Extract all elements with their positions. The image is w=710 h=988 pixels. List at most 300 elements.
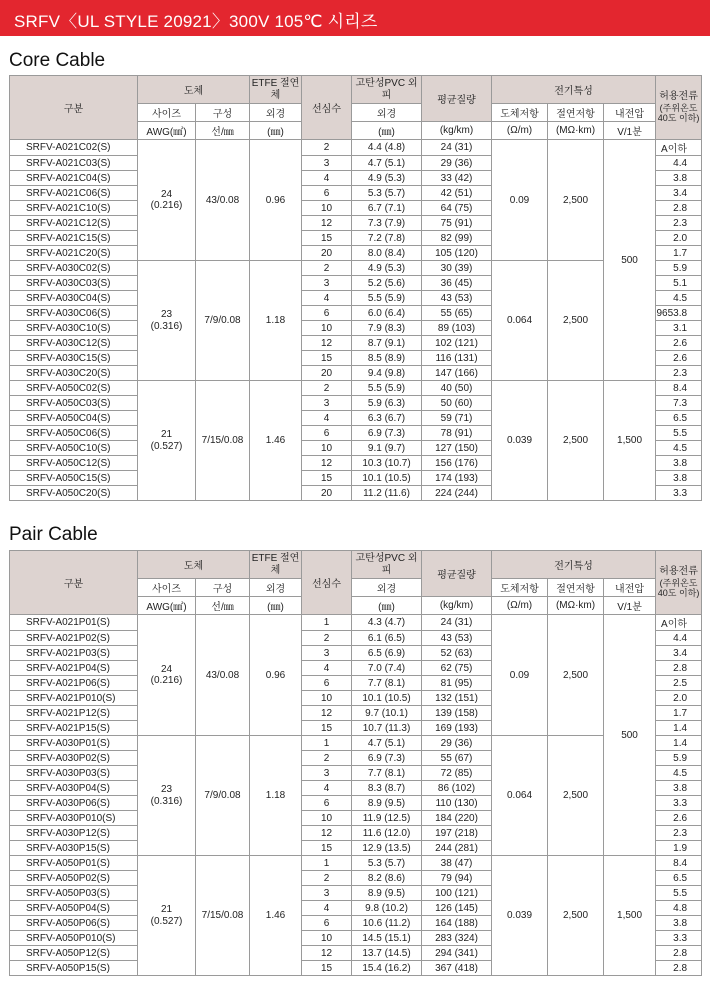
model-cell: SRFV-A050C06(S) [10, 426, 138, 441]
model-cell: SRFV-A030C04(S) [10, 291, 138, 306]
header-etfe-od: 외경 [250, 579, 302, 597]
etfe-od-cell: 1.18 [250, 261, 302, 381]
weight-cell: 79 (94) [422, 871, 492, 886]
pvc-od-cell: 11.9 (12.5) [352, 811, 422, 826]
pvc-od-cell: 11.2 (11.6) [352, 486, 422, 501]
cores-cell: 15 [302, 231, 352, 246]
construction-cell: 43/0.08 [196, 615, 250, 736]
weight-cell: 42 (51) [422, 186, 492, 201]
rating-cell: 6.5 [656, 411, 702, 426]
rating-cell: 4.8 [656, 901, 702, 916]
model-cell: SRFV-A030P02(S) [10, 751, 138, 766]
model-cell: SRFV-A021C04(S) [10, 171, 138, 186]
pvc-od-cell: 6.1 (6.5) [352, 631, 422, 646]
ampacity-note: (주위온도 40도 이하) [657, 102, 700, 124]
rating-cell: 2.8 [656, 961, 702, 976]
header-category: 구분 [10, 551, 138, 615]
etfe-od-cell: 0.96 [250, 140, 302, 261]
header-cores: 선심수 [302, 76, 352, 140]
awg-value: 24 [160, 188, 173, 200]
cores-cell: 10 [302, 691, 352, 706]
awg-value: 23 [160, 784, 173, 795]
header-construction: 구성 [196, 579, 250, 597]
section-title-core-cable: Core Cable [9, 50, 106, 71]
cores-cell: 3 [302, 766, 352, 781]
weight-cell: 127 (150) [422, 441, 492, 456]
pvc-od-cell: 8.9 (9.5) [352, 796, 422, 811]
voltage-cell: 1,500 [604, 381, 656, 501]
pvc-od-cell: 5.2 (5.6) [352, 276, 422, 291]
cores-cell: 4 [302, 781, 352, 796]
cores-cell: 4 [302, 411, 352, 426]
model-cell: SRFV-A021P03(S) [10, 646, 138, 661]
cores-cell: 1 [302, 615, 352, 631]
pvc-od-cell: 9.7 (10.1) [352, 706, 422, 721]
rating-cell: 3.4 [656, 646, 702, 661]
model-cell: SRFV-A050P02(S) [10, 871, 138, 886]
model-cell: SRFV-A021P06(S) [10, 676, 138, 691]
model-cell: SRFV-A030P06(S) [10, 796, 138, 811]
construction-cell: 7/9/0.08 [196, 261, 250, 381]
weight-cell: 86 (102) [422, 781, 492, 796]
weight-cell: 110 (130) [422, 796, 492, 811]
header-size: 사이즈 [138, 104, 196, 122]
weight-cell: 89 (103) [422, 321, 492, 336]
header-resistance: 도체저항 [492, 104, 548, 122]
rating-cell: 5.5 [656, 426, 702, 441]
etfe-od-cell: 0.96 [250, 615, 302, 736]
header-pvc: 고탄성PVC 외피 [352, 551, 422, 579]
weight-cell: 169 (193) [422, 721, 492, 736]
size-cell [138, 615, 196, 736]
weight-cell: 102 (121) [422, 336, 492, 351]
weight-cell: 174 (193) [422, 471, 492, 486]
rating-cell: A이하 [656, 140, 702, 156]
resistance-cell: 0.039 [492, 381, 548, 501]
model-cell: SRFV-A050C03(S) [10, 396, 138, 411]
rating-cell: 2.0 [656, 231, 702, 246]
voltage-cell-shared: 500 [604, 615, 656, 856]
model-cell: SRFV-A030P010(S) [10, 811, 138, 826]
weight-cell: 224 (244) [422, 486, 492, 501]
pvc-od-cell: 8.3 (8.7) [352, 781, 422, 796]
awg-value: 24 [160, 663, 173, 675]
table-row [10, 381, 702, 396]
construction-cell: 43/0.08 [196, 140, 250, 261]
cores-cell: 3 [302, 396, 352, 411]
header-pvc-od: 외경 [352, 579, 422, 597]
rating-cell: 4.5 [656, 766, 702, 781]
weight-cell: 75 (91) [422, 216, 492, 231]
cores-cell: 20 [302, 486, 352, 501]
cores-cell: 3 [302, 646, 352, 661]
header-pvc-od: 외경 [352, 104, 422, 122]
cores-cell: 6 [302, 796, 352, 811]
weight-cell: 82 (99) [422, 231, 492, 246]
model-cell: SRFV-A021C03(S) [10, 156, 138, 171]
model-cell: SRFV-A021P010(S) [10, 691, 138, 706]
awg-value: 21 [160, 904, 173, 915]
header-category: 구분 [10, 76, 138, 140]
model-cell: SRFV-A050P15(S) [10, 961, 138, 976]
cores-cell: 3 [302, 156, 352, 171]
rating-cell: 3.8 [656, 456, 702, 471]
pvc-od-cell: 6.7 (7.1) [352, 201, 422, 216]
cores-cell: 20 [302, 246, 352, 261]
pvc-od-cell: 8.7 (9.1) [352, 336, 422, 351]
pvc-od-cell: 7.0 (7.4) [352, 661, 422, 676]
weight-cell: 147 (166) [422, 366, 492, 381]
pvc-od-cell: 4.9 (5.3) [352, 171, 422, 186]
header-resistance: 도체저항 [492, 579, 548, 597]
insulation-cell: 2,500 [548, 856, 604, 976]
mm2-value: (0.316) [150, 795, 183, 807]
cores-cell: 12 [302, 946, 352, 961]
header-insulation: 절연저항 [548, 104, 604, 122]
title-banner [0, 0, 710, 36]
pvc-od-cell: 9.8 (10.2) [352, 901, 422, 916]
pvc-od-cell: 12.9 (13.5) [352, 841, 422, 856]
construction-cell: 7/9/0.08 [196, 736, 250, 856]
weight-cell: 62 (75) [422, 661, 492, 676]
model-cell: SRFV-A021C10(S) [10, 201, 138, 216]
rating-cell: 8.4 [656, 381, 702, 396]
model-cell: SRFV-A021C02(S) [10, 140, 138, 156]
model-cell: SRFV-A050C02(S) [10, 381, 138, 396]
model-cell: SRFV-A050C20(S) [10, 486, 138, 501]
pvc-od-cell: 7.9 (8.3) [352, 321, 422, 336]
unit-pvc-od: (㎜) [352, 122, 422, 140]
rating-cell: 8.4 [656, 856, 702, 871]
rating-cell: 4.5 [656, 441, 702, 456]
rating-cell: 1.7 [656, 246, 702, 261]
insulation-cell: 2,500 [548, 615, 604, 736]
section-title-pair-cable: Pair Cable [9, 524, 98, 545]
cores-cell: 6 [302, 306, 352, 321]
cores-cell: 2 [302, 751, 352, 766]
etfe-od-cell: 1.18 [250, 736, 302, 856]
rating-cell: 5.5 [656, 886, 702, 901]
pvc-od-cell: 6.5 (6.9) [352, 646, 422, 661]
cores-cell: 10 [302, 321, 352, 336]
rating-cell: 3.1 [656, 321, 702, 336]
pvc-od-cell: 7.2 (7.8) [352, 231, 422, 246]
unit-voltage: V/1분 [604, 122, 656, 140]
rating-cell: 1.7 [656, 706, 702, 721]
size-cell [138, 381, 196, 501]
rating-cell: A이하 [656, 615, 702, 631]
cores-cell: 20 [302, 366, 352, 381]
cores-cell: 15 [302, 351, 352, 366]
weight-cell: 43 (53) [422, 631, 492, 646]
mm2-value: (0.316) [150, 320, 183, 332]
unit-weight: (kg/km) [422, 597, 492, 615]
rating-cell: 2.5 [656, 676, 702, 691]
cores-cell: 6 [302, 186, 352, 201]
pvc-od-cell: 6.3 (6.7) [352, 411, 422, 426]
resistance-cell: 0.039 [492, 856, 548, 976]
rating-cell: 2.6 [656, 336, 702, 351]
model-cell: SRFV-A030P12(S) [10, 826, 138, 841]
rating-cell: 4.4 [656, 156, 702, 171]
table-row [10, 736, 702, 751]
weight-cell: 72 (85) [422, 766, 492, 781]
unit-construction: 선/㎜ [196, 597, 250, 615]
rating-cell: 2.8 [656, 201, 702, 216]
rating-cell: 7.3 [656, 396, 702, 411]
cores-cell: 12 [302, 706, 352, 721]
core-cable-table [9, 75, 702, 501]
etfe-od-cell: 1.46 [250, 381, 302, 501]
rating-cell: 6.5 [656, 871, 702, 886]
pvc-od-cell: 6.9 (7.3) [352, 751, 422, 766]
model-cell: SRFV-A050P06(S) [10, 916, 138, 931]
weight-cell: 29 (36) [422, 156, 492, 171]
pvc-od-cell: 5.5 (5.9) [352, 381, 422, 396]
ampacity-label: 허용전류 [659, 566, 698, 578]
model-cell: SRFV-A030C12(S) [10, 336, 138, 351]
header-ampacity [656, 76, 702, 140]
cores-cell: 4 [302, 901, 352, 916]
pvc-od-cell: 5.3 (5.7) [352, 856, 422, 871]
unit-weight: (kg/km) [422, 122, 492, 140]
unit-insulation: (MΩ·km) [548, 597, 604, 615]
rating-cell: 2.6 [656, 351, 702, 366]
weight-cell: 55 (67) [422, 751, 492, 766]
header-pvc: 고탄성PVC 외피 [352, 76, 422, 104]
voltage-cell: 1,500 [604, 856, 656, 976]
cores-cell: 15 [302, 721, 352, 736]
cores-cell: 12 [302, 456, 352, 471]
mm2-value: (0.527) [150, 915, 183, 927]
pvc-od-cell: 11.6 (12.0) [352, 826, 422, 841]
model-cell: SRFV-A030C20(S) [10, 366, 138, 381]
table-row [10, 856, 702, 871]
mm2-value: (0.216) [150, 200, 183, 211]
pvc-od-cell: 8.0 (8.4) [352, 246, 422, 261]
insulation-cell: 2,500 [548, 736, 604, 856]
ampacity-label: 허용전류 [659, 91, 698, 103]
resistance-cell: 0.09 [492, 140, 548, 261]
weight-cell: 197 (218) [422, 826, 492, 841]
rating-cell: 2.8 [656, 946, 702, 961]
pvc-od-cell: 10.7 (11.3) [352, 721, 422, 736]
construction-cell: 7/15/0.08 [196, 856, 250, 976]
header-ampacity [656, 551, 702, 615]
cores-cell: 6 [302, 916, 352, 931]
cores-cell: 10 [302, 811, 352, 826]
pvc-od-cell: 10.6 (11.2) [352, 916, 422, 931]
cores-cell: 12 [302, 336, 352, 351]
model-cell: SRFV-A030P01(S) [10, 736, 138, 751]
cores-cell: 12 [302, 216, 352, 231]
header-conductor: 도체 [138, 76, 250, 104]
pvc-od-cell: 5.9 (6.3) [352, 396, 422, 411]
rating-cell: 2.3 [656, 216, 702, 231]
pvc-od-cell: 4.3 (4.7) [352, 615, 422, 631]
cores-cell: 1 [302, 736, 352, 751]
weight-cell: 36 (45) [422, 276, 492, 291]
unit-insulation: (MΩ·km) [548, 122, 604, 140]
header-weight: 평균질량 [422, 76, 492, 122]
cores-cell: 4 [302, 171, 352, 186]
pvc-od-cell: 7.7 (8.1) [352, 766, 422, 781]
weight-cell: 294 (341) [422, 946, 492, 961]
cores-cell: 2 [302, 631, 352, 646]
cores-cell: 2 [302, 381, 352, 396]
weight-cell: 29 (36) [422, 736, 492, 751]
pvc-od-cell: 4.7 (5.1) [352, 156, 422, 171]
cores-cell: 2 [302, 140, 352, 156]
model-cell: SRFV-A030P15(S) [10, 841, 138, 856]
size-cell [138, 736, 196, 856]
model-cell: SRFV-A050P01(S) [10, 856, 138, 871]
cores-cell: 3 [302, 886, 352, 901]
model-cell: SRFV-A021P01(S) [10, 615, 138, 631]
header-etfe: ETFE 절연체 [250, 76, 302, 104]
etfe-od-cell: 1.46 [250, 856, 302, 976]
rating-cell: 2.8 [656, 661, 702, 676]
cores-cell: 4 [302, 291, 352, 306]
model-cell: SRFV-A030C15(S) [10, 351, 138, 366]
weight-cell: 126 (145) [422, 901, 492, 916]
cores-cell: 3 [302, 276, 352, 291]
model-cell: SRFV-A030C03(S) [10, 276, 138, 291]
rating-cell: 3.4 [656, 186, 702, 201]
weight-cell: 81 (95) [422, 676, 492, 691]
weight-cell: 244 (281) [422, 841, 492, 856]
pvc-od-cell: 5.3 (5.7) [352, 186, 422, 201]
model-cell: SRFV-A050P04(S) [10, 901, 138, 916]
pvc-od-cell: 5.5 (5.9) [352, 291, 422, 306]
rating-cell: 1.4 [656, 721, 702, 736]
cores-cell: 15 [302, 841, 352, 856]
resistance-cell: 0.09 [492, 615, 548, 736]
resistance-cell: 0.064 [492, 261, 548, 381]
model-cell: SRFV-A050C15(S) [10, 471, 138, 486]
pair-cable-table [9, 550, 702, 976]
pvc-od-cell: 7.3 (7.9) [352, 216, 422, 231]
weight-cell: 52 (63) [422, 646, 492, 661]
resistance-cell: 0.064 [492, 736, 548, 856]
header-electrical: 전기특성 [492, 551, 656, 579]
unit-pvc-od: (㎜) [352, 597, 422, 615]
model-cell: SRFV-A021P02(S) [10, 631, 138, 646]
pvc-od-cell: 4.4 (4.8) [352, 140, 422, 156]
header-voltage: 내전압 [604, 579, 656, 597]
insulation-cell: 2,500 [548, 140, 604, 261]
weight-cell: 59 (71) [422, 411, 492, 426]
size-cell [138, 140, 196, 261]
rating-cell: 5.9 [656, 751, 702, 766]
model-cell: SRFV-A021P12(S) [10, 706, 138, 721]
model-cell: SRFV-A030P03(S) [10, 766, 138, 781]
voltage-cell-shared: 500 [604, 140, 656, 381]
weight-cell: 30 (39) [422, 261, 492, 276]
rating-cell: 2.3 [656, 826, 702, 841]
cores-cell: 2 [302, 871, 352, 886]
table-row [10, 615, 702, 631]
weight-cell: 24 (31) [422, 615, 492, 631]
weight-cell: 55 (65) [422, 306, 492, 321]
rating-cell: 5.1 [656, 276, 702, 291]
size-cell [138, 856, 196, 976]
header-insulation: 절연저항 [548, 579, 604, 597]
mm2-value: (0.216) [150, 675, 183, 686]
rating-cell: 2.0 [656, 691, 702, 706]
awg-value: 21 [160, 429, 173, 440]
rating-cell: 5.9 [656, 261, 702, 276]
rating-cell: 3.3 [656, 486, 702, 501]
weight-cell: 283 (324) [422, 931, 492, 946]
cores-cell: 1 [302, 856, 352, 871]
pvc-od-cell: 6.0 (6.4) [352, 306, 422, 321]
weight-cell: 78 (91) [422, 426, 492, 441]
header-size: 사이즈 [138, 579, 196, 597]
pvc-od-cell: 8.9 (9.5) [352, 886, 422, 901]
unit-construction: 선/㎜ [196, 122, 250, 140]
cores-cell: 10 [302, 441, 352, 456]
unit-etfe-od: (㎜) [250, 597, 302, 615]
pvc-od-cell: 4.7 (5.1) [352, 736, 422, 751]
cores-cell: 15 [302, 471, 352, 486]
insulation-cell: 2,500 [548, 381, 604, 501]
pvc-od-cell: 6.9 (7.3) [352, 426, 422, 441]
unit-etfe-od: (㎜) [250, 122, 302, 140]
weight-cell: 116 (131) [422, 351, 492, 366]
cores-cell: 15 [302, 961, 352, 976]
pvc-od-cell: 14.5 (15.1) [352, 931, 422, 946]
pvc-od-cell: 4.9 (5.3) [352, 261, 422, 276]
header-etfe-od: 외경 [250, 104, 302, 122]
header-cores: 선심수 [302, 551, 352, 615]
pvc-od-cell: 9.4 (9.8) [352, 366, 422, 381]
rating-cell: 3.8 [656, 471, 702, 486]
unit-awg: AWG(㎟) [138, 122, 196, 140]
model-cell: SRFV-A030C10(S) [10, 321, 138, 336]
table-row [10, 261, 702, 276]
cores-cell: 10 [302, 201, 352, 216]
rating-cell: 4.5 [656, 291, 702, 306]
pvc-od-cell: 7.7 (8.1) [352, 676, 422, 691]
model-cell: SRFV-A050C12(S) [10, 456, 138, 471]
unit-resistance: (Ω/m) [492, 122, 548, 140]
pvc-od-cell: 8.2 (8.6) [352, 871, 422, 886]
unit-voltage: V/1분 [604, 597, 656, 615]
model-cell: SRFV-A021C15(S) [10, 231, 138, 246]
cores-cell: 12 [302, 826, 352, 841]
pvc-od-cell: 10.1 (10.5) [352, 471, 422, 486]
table-row [10, 140, 702, 156]
weight-cell: 100 (121) [422, 886, 492, 901]
mm2-value: (0.527) [150, 440, 183, 452]
model-cell: SRFV-A050P12(S) [10, 946, 138, 961]
ampacity-note: (주위온도 40도 이하) [657, 577, 700, 599]
header-weight: 평균질량 [422, 551, 492, 597]
weight-cell: 38 (47) [422, 856, 492, 871]
model-cell: SRFV-A050P03(S) [10, 886, 138, 901]
weight-cell: 139 (158) [422, 706, 492, 721]
rating-cell: 3.3 [656, 931, 702, 946]
pvc-od-cell: 10.3 (10.7) [352, 456, 422, 471]
weight-cell: 33 (42) [422, 171, 492, 186]
model-cell: SRFV-A021C06(S) [10, 186, 138, 201]
cores-cell: 2 [302, 261, 352, 276]
weight-cell: 43 (53) [422, 291, 492, 306]
weight-cell: 64 (75) [422, 201, 492, 216]
model-cell: SRFV-A050P010(S) [10, 931, 138, 946]
cores-cell: 6 [302, 676, 352, 691]
